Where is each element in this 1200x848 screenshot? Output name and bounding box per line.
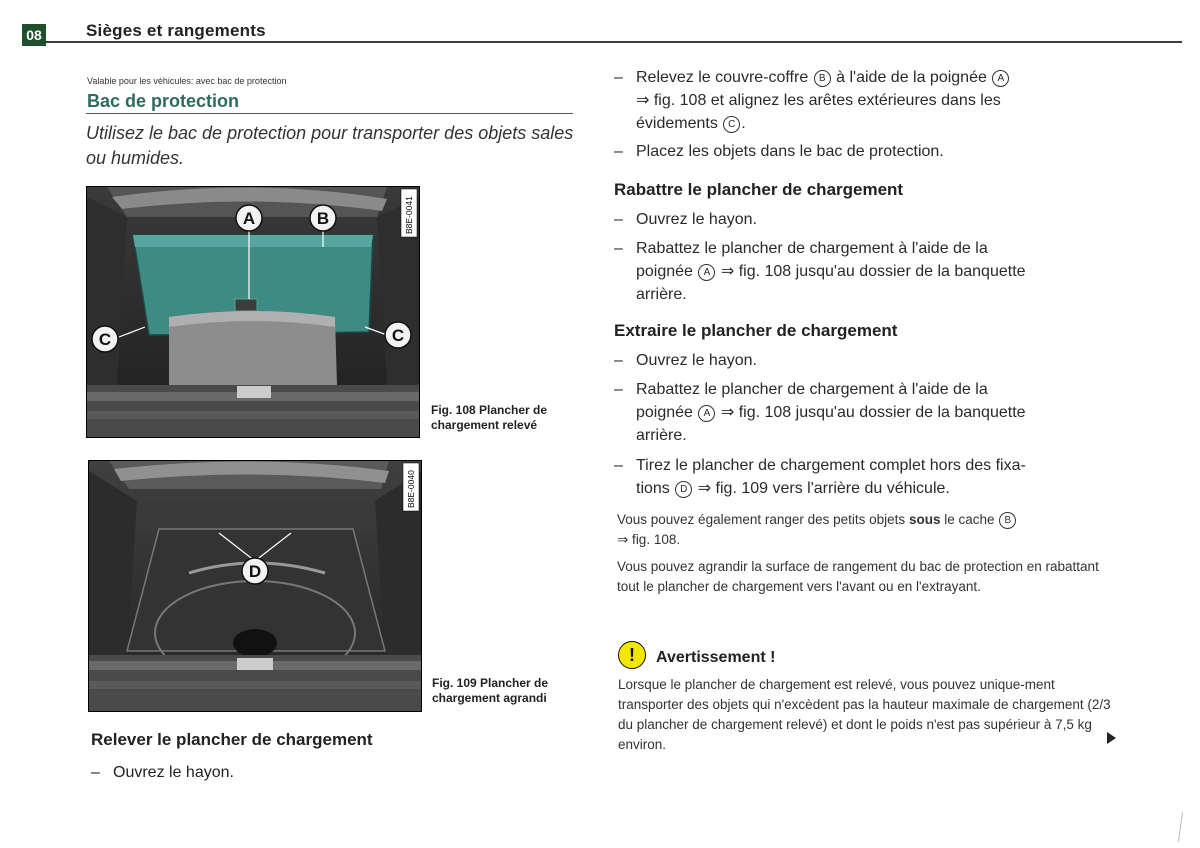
callout-D xyxy=(242,558,268,584)
scan-mark xyxy=(1178,812,1183,842)
svg-text:D: D xyxy=(248,562,262,581)
rabattre-step-2: – Rabattez le plancher de chargement à l'aide de la poignée A ⇒ fig. 108 jusqu'au dossier de la banquette arrière. xyxy=(614,240,1026,303)
validity-note: Valable pour les véhicules: avec bac de protection xyxy=(87,76,287,86)
figure-109 xyxy=(88,460,422,712)
step-relevez: – Relevez le couvre-coffre B à l'aide de la poignée A ⇒ fig. 108 et alignez les arêtes extérieures dans les évidements C . xyxy=(614,66,1104,136)
svg-text:C: C xyxy=(391,326,405,345)
figure-109-number: Fig. 109 xyxy=(432,676,477,690)
figure-code-109: B8E-0040 xyxy=(406,470,416,508)
figure-108 xyxy=(86,186,420,438)
header-rule xyxy=(46,41,1182,43)
next-page-arrow-icon xyxy=(1107,732,1116,744)
mark-B-icon: B xyxy=(999,512,1016,529)
rabattre-heading: Rabattre le plancher de chargement xyxy=(614,180,904,199)
figure-109-title: Plancher de chargement agrandi xyxy=(432,676,549,705)
page-number: 08 xyxy=(22,24,46,46)
warning-title: Avertissement ! xyxy=(656,649,776,666)
note-petits-objets: Vous pouvez également ranger des petits objets sous le cache B ⇒ fig. 108. xyxy=(617,510,1107,550)
warning-icon: ! xyxy=(618,641,646,669)
mark-A-icon: A xyxy=(992,70,1009,87)
callout-C-left xyxy=(92,326,118,352)
figure-code-108: B8E-0041 xyxy=(404,196,414,234)
extraire-step-2: – Rabattez le plancher de chargement à l'aide de la poignée A ⇒ fig. 108 jusqu'au dossier de la banquette arrière. xyxy=(614,381,1026,444)
relever-step: – Ouvrez le hayon. xyxy=(91,761,391,784)
extraire-heading: Extraire le plancher de chargement xyxy=(614,321,898,340)
section-title: Bac de protection xyxy=(87,91,240,111)
callout-B xyxy=(310,205,336,231)
rabattre-step-1: – Ouvrez le hayon. xyxy=(614,211,757,228)
extraire-step-3: – Tirez le plancher de chargement complet hors des fixa- tions D ⇒ fig. 109 vers l'arrière du véhicule. xyxy=(614,457,1026,497)
callout-C-right xyxy=(385,322,411,348)
mark-C-icon: C xyxy=(723,116,740,133)
figure-108-number: Fig. 108 xyxy=(431,403,476,417)
section-rule xyxy=(86,113,573,114)
svg-text:B: B xyxy=(316,209,330,228)
mark-B-icon: B xyxy=(814,70,831,87)
svg-text:C: C xyxy=(98,330,112,349)
callout-A xyxy=(236,205,262,231)
mark-A-icon: A xyxy=(698,264,715,281)
figure-108-title: Plancher de chargement relevé xyxy=(431,403,548,432)
mark-A-icon: A xyxy=(698,405,715,422)
warning-body: Lorsque le plancher de chargement est relevé, vous pouvez unique-ment transporter des objets qui n'excèdent pas la hauteur maximale de chargement (2/3 du plancher de chargement relevé) et dont le poids n'est pas supérieur à 7,5 kg environ. xyxy=(618,677,1111,752)
intro-text: Utilisez le bac de protection pour transporter des objets sales ou humides. xyxy=(86,123,574,168)
svg-text:A: A xyxy=(242,209,256,228)
note-agrandir: Vous pouvez agrandir la surface de rangement du bac de protection en rabattant tout le plancher de chargement vers l'avant ou en l'extrayant. xyxy=(617,559,1099,594)
relever-heading: Relever le plancher de chargement xyxy=(91,730,373,749)
relever-step-text: Ouvrez le hayon. xyxy=(113,764,234,781)
extraire-step-1: – Ouvrez le hayon. xyxy=(614,352,757,369)
figure-108-caption xyxy=(431,403,571,433)
figure-109-caption xyxy=(432,676,572,706)
chapter-title: Sièges et rangements xyxy=(86,21,266,40)
step-placez: – Placez les objets dans le bac de protection. xyxy=(614,143,944,160)
mark-D-icon: D xyxy=(675,481,692,498)
